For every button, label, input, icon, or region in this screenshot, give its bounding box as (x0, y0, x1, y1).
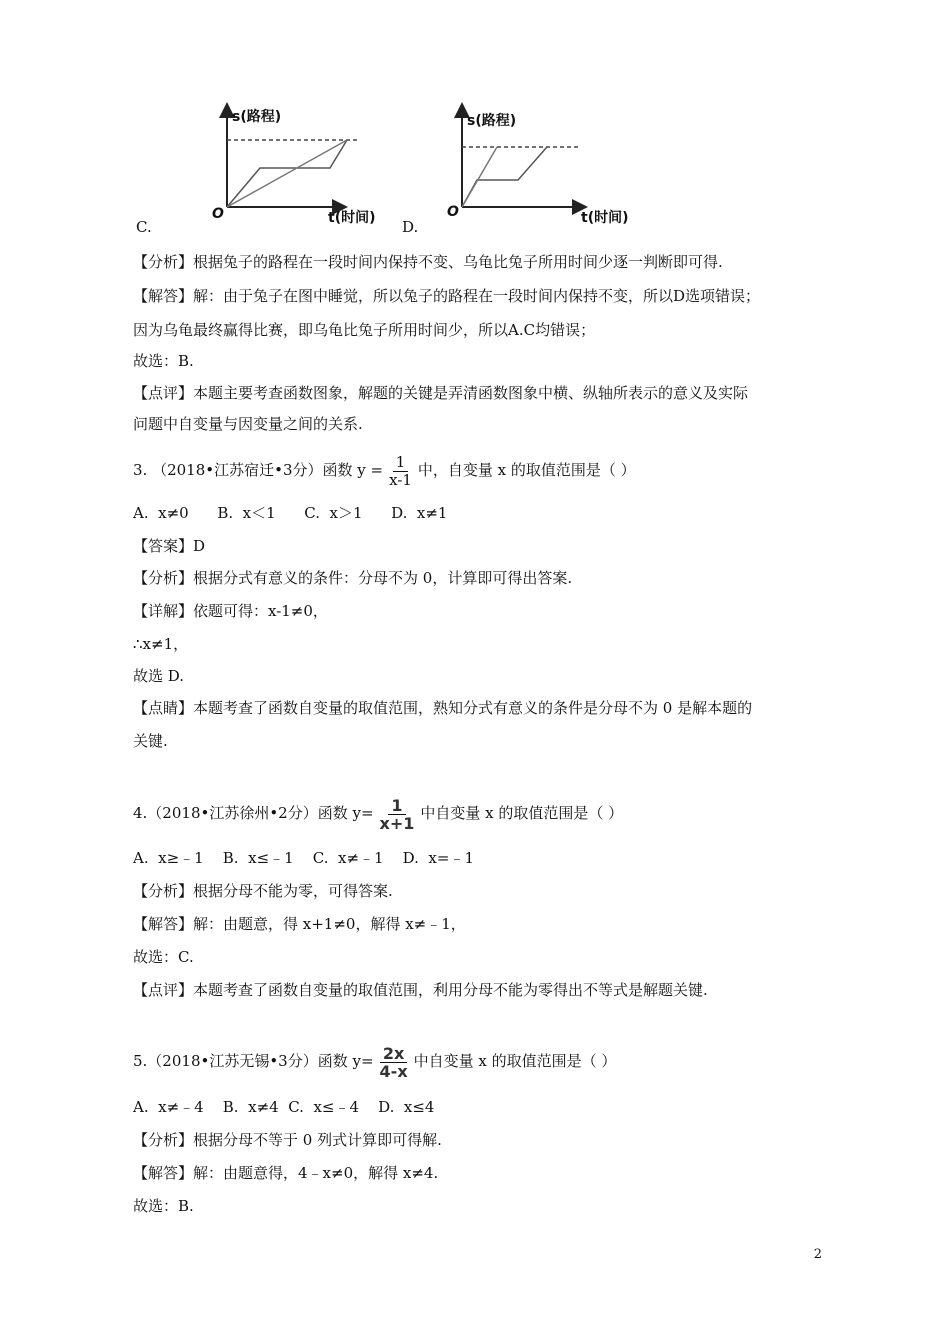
graph-d-y-label: s(路程) (467, 113, 517, 129)
q3-fraction-num: 1 (393, 454, 409, 472)
q5-suffix: 中自变量 x 的取值范围是（ ） (413, 1052, 617, 1070)
q3-choice: 故选 D. (133, 667, 185, 685)
q3-detail: 【详解】依题可得：x-1≠0， (133, 602, 328, 620)
q3-comment-line2: 关键. (133, 732, 168, 750)
q3-suffix: 中，自变量 x 的取值范围是（ ） (417, 461, 636, 479)
q3-fraction (386, 454, 415, 489)
q3-comment-line1: 【点睛】本题考查了函数自变量的取值范围，熟知分式有意义的条件是分母不为 0 是解本题的 (133, 699, 753, 717)
q2-answer-line2: 因为乌龟最终赢得比赛，即乌龟比兔子所用时间少，所以A.C均错误； (133, 321, 596, 339)
q4-comment: 【点评】本题考查了函数自变量的取值范围，利用分母不能为零得出不等式是解题关键. (133, 981, 708, 999)
q4-answer: 【解答】解：由题意，得 x+1≠0，解得 x≠﹣1， (133, 915, 466, 933)
graph-d-rabbit-path (462, 147, 547, 207)
q2-answer-line1: 【解答】解：由于兔子在图中睡觉，所以兔子的路程在一段时间内保持不变，所以D选项错误； (133, 287, 761, 305)
q2-analysis: 【分析】根据兔子的路程在一段时间内保持不变、乌龟比兔子所用时间少逐一判断即可得. (133, 253, 723, 271)
q3-fraction-den: x-1 (389, 470, 412, 489)
option-d-label: D. (402, 218, 419, 236)
q4-fraction-num: 1 (388, 797, 405, 815)
q5-question (133, 1043, 616, 1080)
q5-fraction-num: 2x (380, 1045, 407, 1063)
q4-options: A. x≥﹣1 B. x≤﹣1 C. x≠﹣1 D. x=﹣1 (133, 849, 475, 867)
q4-analysis: 【分析】根据分母不能为零，可得答案. (133, 882, 393, 900)
q5-fraction-den: 4-x (379, 1061, 408, 1081)
q2-comment-line2: 问题中自变量与因变量之间的关系. (133, 415, 363, 433)
q4-suffix: 中自变量 x 的取值范围是（ ） (420, 804, 624, 822)
graph-d-origin: O (447, 204, 459, 220)
q3-options: A. x≠0 B. x＜1 C. x＞1 D. x≠1 (133, 504, 448, 522)
q5-answer: 【解答】解：由题意得，4﹣x≠0，解得 x≠4. (133, 1164, 439, 1182)
q3-therefore: ∴x≠1， (133, 635, 189, 653)
q4-choice: 故选：C. (133, 948, 194, 966)
graph-c-origin: O (212, 206, 224, 222)
graph-d-tortoise-path (462, 147, 497, 207)
q5-fraction (377, 1045, 411, 1080)
graph-c-svg (190, 100, 440, 230)
graph-c (190, 100, 440, 230)
q3-answer: 【答案】D (133, 537, 206, 555)
graph-c-tortoise-path (227, 140, 347, 207)
q4-question (133, 795, 623, 832)
q2-comment-line1: 【点评】本题主要考查函数图象，解题的关键是弄清函数图象中横、纵轴所表示的意义及实际 (133, 384, 749, 402)
q3-prefix: 3. （2018•江苏宿迁•3分）函数 y = (133, 461, 384, 479)
q5-prefix: 5.（2018•江苏无锡•3分）函数 y= (133, 1052, 374, 1070)
q4-prefix: 4.（2018•江苏徐州•2分）函数 y= (133, 804, 374, 822)
graph-d-x-label: t(时间) (581, 210, 629, 226)
q5-analysis: 【分析】根据分母不等于 0 列式计算即可得解. (133, 1131, 442, 1149)
page-number: 2 (813, 1247, 822, 1262)
q3-question (133, 452, 636, 489)
graph-d-svg (425, 100, 675, 230)
q3-analysis: 【分析】根据分式有意义的条件：分母不为 0，计算即可得出答案. (133, 569, 573, 587)
q5-options: A. x≠﹣4 B. x≠4 C. x≤﹣4 D. x≤4 (133, 1098, 435, 1116)
q5-choice: 故选：B. (133, 1197, 194, 1215)
q2-choice: 故选：B. (133, 352, 194, 370)
graph-c-y-label: s(路程) (232, 109, 282, 125)
q4-fraction-den: x+1 (379, 813, 415, 833)
option-c-label: C. (136, 218, 152, 236)
graph-d (425, 100, 675, 230)
graph-c-x-label: t(时间) (328, 210, 376, 226)
q4-fraction (377, 797, 418, 832)
